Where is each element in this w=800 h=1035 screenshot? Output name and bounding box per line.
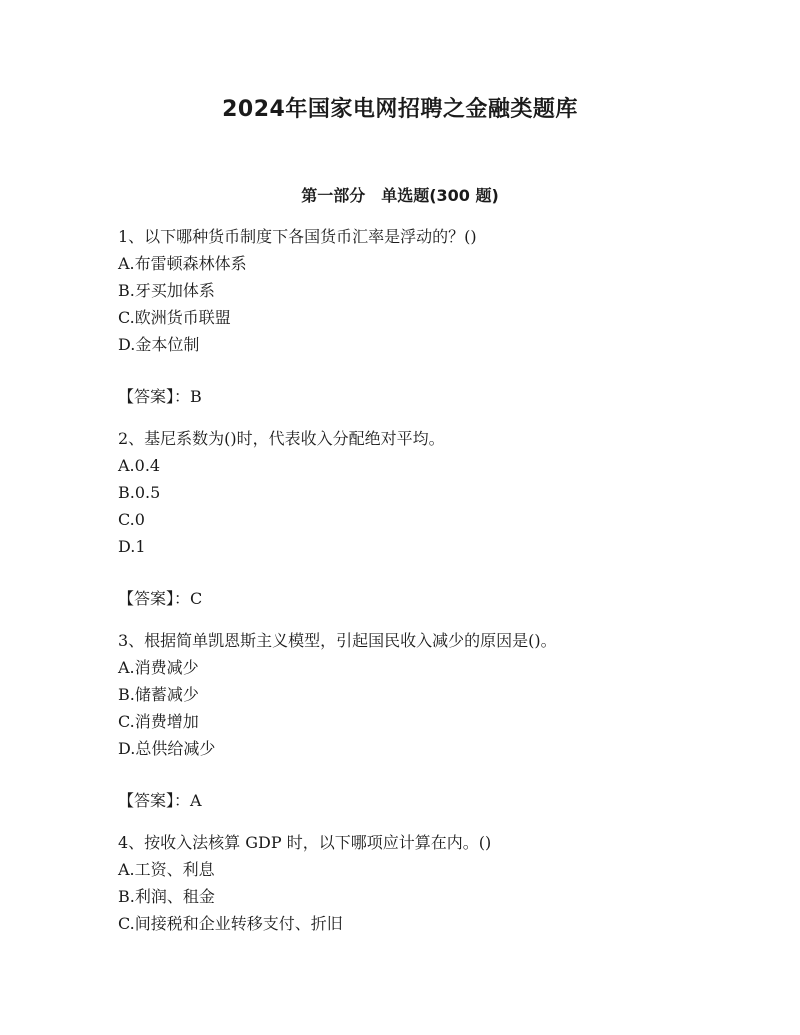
question-3: [118, 627, 718, 814]
option-a: A.布雷顿森林体系: [118, 254, 247, 273]
option-b: B.储蓄减少: [118, 685, 199, 704]
question-2: [118, 425, 718, 612]
option-a: A.0.4: [118, 456, 161, 475]
option-c: C.间接税和企业转移支付、折旧: [118, 914, 343, 933]
question-text: 3、根据简单凯恩斯主义模型，引起国民收入减少的原因是()。: [118, 631, 557, 650]
answer-line: 【答案】：B: [118, 387, 202, 406]
question-list: [118, 223, 718, 937]
option-c: C.0: [118, 510, 145, 529]
section-title: 第一部分 单选题(300 题): [301, 186, 499, 205]
option-b: B.0.5: [118, 483, 161, 502]
option-d: D.1: [118, 537, 146, 556]
answer-line: 【答案】：C: [118, 589, 203, 608]
option-c: C.欧洲货币联盟: [118, 308, 231, 327]
option-d: D.总供给减少: [118, 739, 216, 758]
option-a: A.工资、利息: [118, 860, 215, 879]
question-text: 1、以下哪种货币制度下各国货币汇率是浮动的？(): [118, 227, 477, 246]
document-title: 2024年国家电网招聘之金融类题库: [222, 97, 578, 122]
option-b: B.牙买加体系: [118, 281, 215, 300]
option-a: A.消费减少: [118, 658, 199, 677]
question-text: 2、基尼系数为()时，代表收入分配绝对平均。: [118, 429, 445, 448]
question-text: 4、按收入法核算 GDP 时，以下哪项应计算在内。(): [118, 833, 492, 852]
question-1: [118, 223, 718, 410]
question-4: [118, 829, 718, 937]
option-b: B.利润、租金: [118, 887, 215, 906]
option-c: C.消费增加: [118, 712, 199, 731]
option-d: D.金本位制: [118, 335, 200, 354]
answer-line: 【答案】：A: [118, 791, 202, 810]
